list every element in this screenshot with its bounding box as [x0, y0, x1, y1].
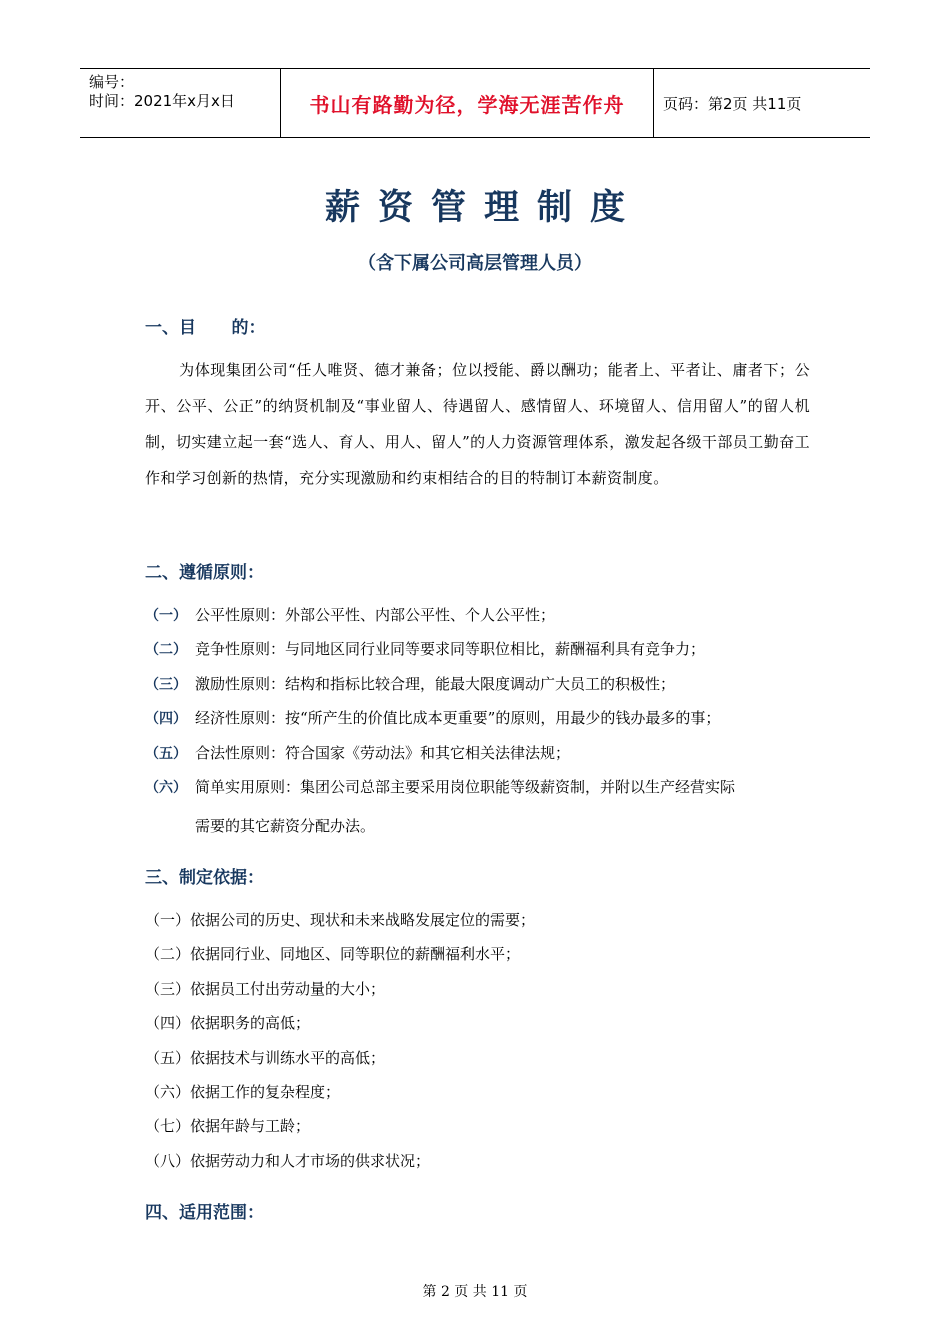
section-heading-purpose: 一、目 的： [145, 318, 266, 338]
principle-number: （六） [145, 780, 187, 796]
basis-item: （五）依据技术与训练水平的高低； [145, 1048, 386, 1067]
principle-number: （二） [145, 642, 187, 659]
principle-text: 竞争性原则：与同地区同行业同等要求同等职位相比，薪酬福利具有竞争力； [195, 640, 706, 659]
principle-text: 激励性原则：结构和指标比较合理，能最大限度调动广大员工的积极性； [195, 674, 676, 693]
principle-text: 公平性原则：外部公平性、内部公平性、个人公平性； [195, 606, 556, 624]
document-number-label: 编号： [89, 73, 135, 91]
principle-continuation: 需要的其它薪资分配办法。 [195, 817, 376, 835]
section-heading-principles: 二、遵循原则： [145, 563, 264, 583]
basis-item: （八）依据劳动力和人才市场的供求状况； [145, 1151, 431, 1170]
purpose-text: 为体现集团公司“任人唯贤、德才兼备；位以授能、爵以酬功；能者上、平者让、庸者下；公开、公平、公正”的纳贤机制及“事业留人、待遇留人、感情留人、环境留人、信用留人”的留人机制，切实建立起一套“选人、育人、用人、留人”的人力资源管理体系，激发起各级干部员工勤奋工作和学习创新的热情，充分实现激励和约束相结合的目的特制订本薪资制度。 [145, 361, 810, 487]
principle-item [145, 638, 815, 659]
principle-text: 合法性原则：符合国家《劳动法》和其它相关法律法规； [195, 743, 571, 762]
section-heading-basis: 三、制定依据： [145, 868, 264, 888]
principle-item [145, 604, 815, 625]
principle-number: （三） [145, 676, 187, 693]
principle-number: （五） [145, 745, 187, 762]
basis-item: （一）依据公司的历史、现状和未来战略发展定位的需要； [145, 911, 536, 929]
page-footer: 第 2 页 共 11 页 [422, 1284, 528, 1300]
principle-item [145, 673, 815, 694]
header-motto: 书山有路勤为径，学海无涯苦作舟 [281, 69, 654, 137]
principle-number: （一） [145, 608, 187, 624]
header-page-number: 页码：第2页 共11页 [663, 94, 802, 113]
document-title: 薪资管理制度 [324, 188, 643, 228]
principle-item [145, 776, 815, 797]
principle-item [145, 707, 815, 728]
basis-item: （四）依据职务的高低； [145, 1014, 311, 1033]
basis-item: （六）依据工作的复杂程度； [145, 1083, 341, 1101]
section-heading-scope: 四、适用范围： [145, 1203, 264, 1223]
page-header [80, 68, 870, 138]
basis-item: （三）依据员工付出劳动量的大小； [145, 979, 386, 998]
purpose-paragraph [145, 352, 810, 496]
basis-item: （七）依据年龄与工龄； [145, 1117, 311, 1136]
principle-item [145, 742, 815, 763]
document-date-label: 时间：2021年x月x日 [89, 92, 235, 110]
principle-text: 经济性原则：按“所产生的价值比成本更重要”的原则，用最少的钱办最多的事； [195, 709, 721, 728]
principle-number: （四） [145, 711, 187, 728]
document-subtitle: （含下属公司高层管理人员） [358, 253, 592, 274]
principle-text: 简单实用原则：集团公司总部主要采用岗位职能等级薪资制，并附以生产经营实际 [195, 778, 736, 796]
basis-item: （二）依据同行业、同地区、同等职位的薪酬福利水平； [145, 945, 521, 964]
header-meta [80, 69, 281, 137]
